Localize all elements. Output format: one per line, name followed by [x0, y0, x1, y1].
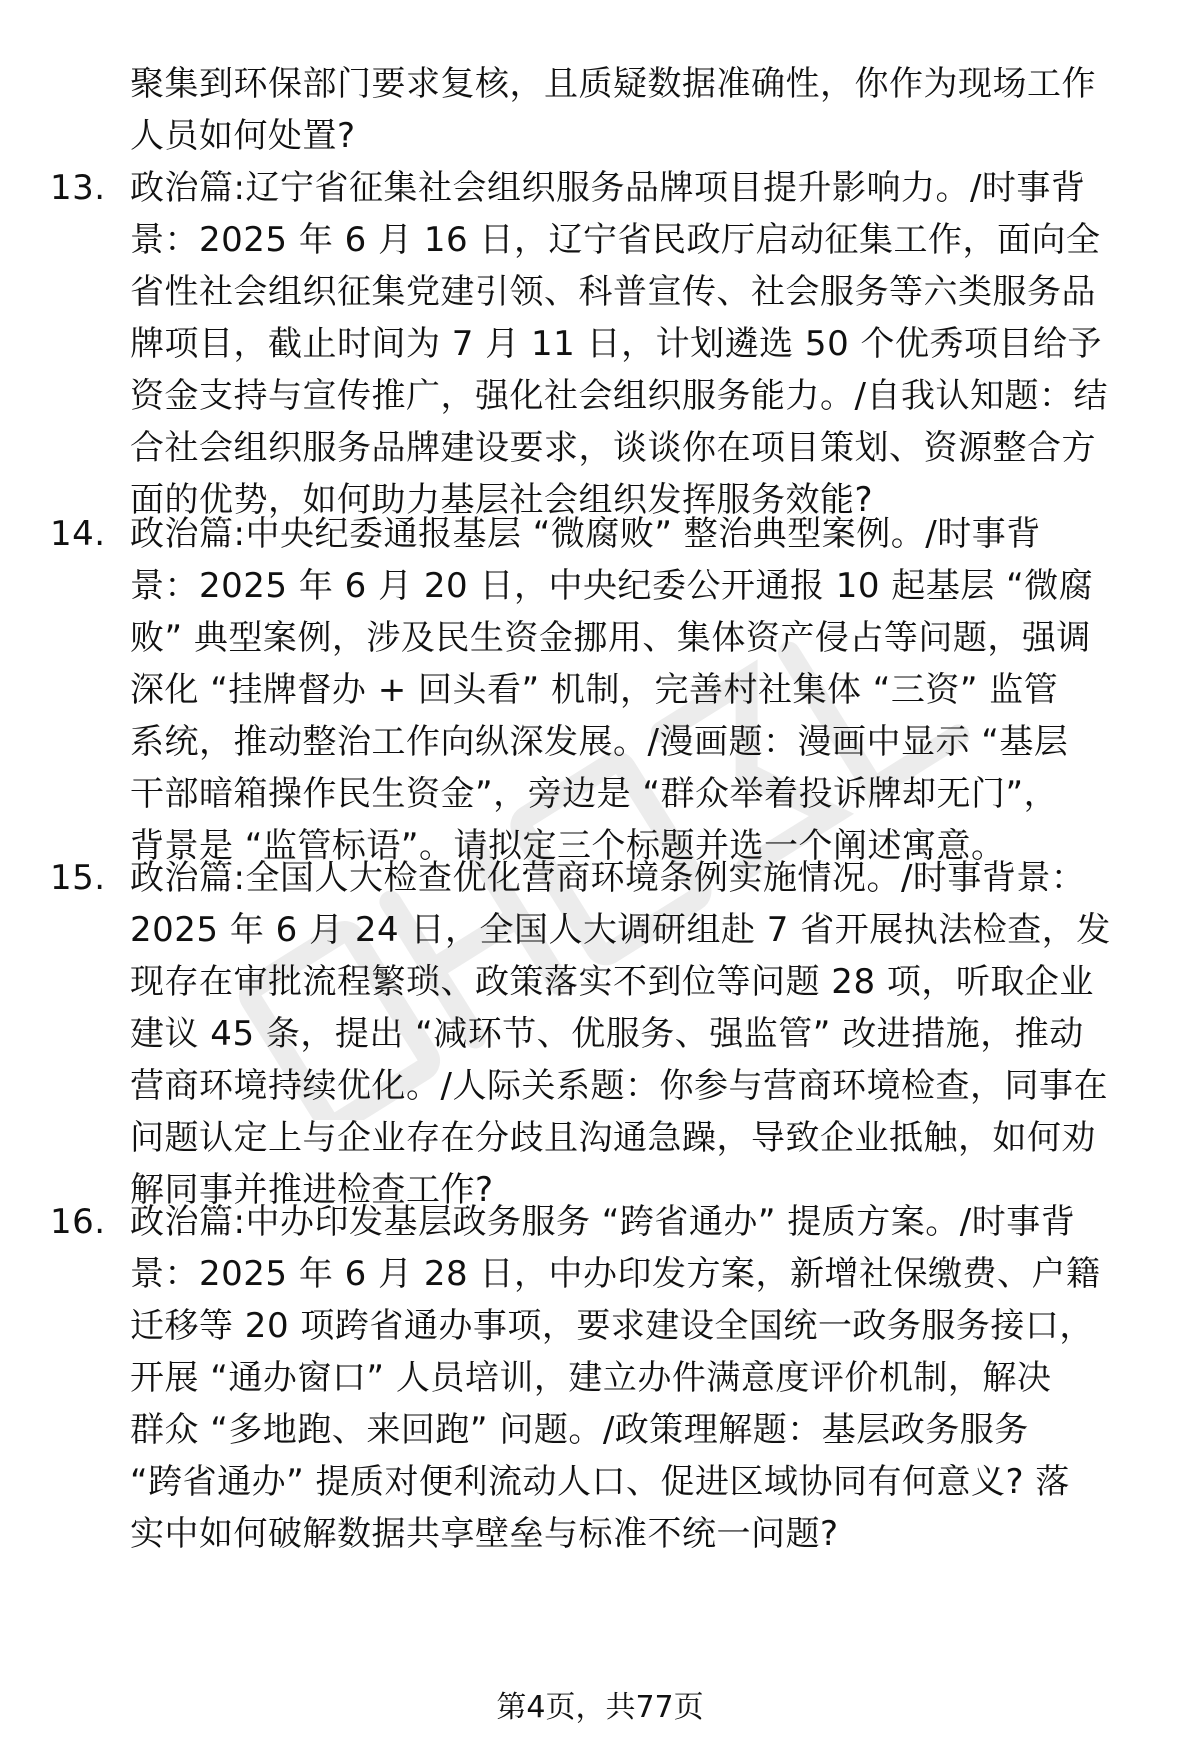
question-text: 政治篇:中办印发基层政务服务 “跨省通办” 提质方案。/时事背 景：2025 年 6 月 28 日，中办印发方案，新增社保缴费、户籍 迁移等 20 项跨省通办事项，要求建设全国统一政务服务接口， 开展 “通办窗口” 人员培训，建立办件满意度评价机制，解决 群众 “多地跑、来回跑” 问题。/政策理解题：基层政务服务 “跨省通办” 提质对便利流动人口、促进区域协同有何意义? 落 实中如何破解数据共享壁垒与标准不统一问题?: [130, 1202, 1101, 1554]
question-text: 政治篇:辽宁省征集社会组织服务品牌项目提升影响力。/时事背 景：2025 年 6 月 16 日，辽宁省民政厅启动征集工作，面向全 省性社会组织征集党建引领、科普宣传、社会服务等六类服务品 牌项目，截止时间为 7 月 11 日，计划遴选 50 个优秀项目给予 资金支持与宣传推广，强化社会组织服务能力。/自我认知题：结 合社会组织服务品牌建设要求，谈谈你在项目策划、资源整合方 面的优势，如何助力基层社会组织发挥服务效能?: [130, 168, 1108, 520]
continued-question-text: 聚集到环保部门要求复核，且质疑数据准确性，你作为现场工作 人员如何处置?: [130, 64, 1096, 156]
question-number: 16.: [50, 1202, 106, 1242]
question-text: 政治篇:中央纪委通报基层 “微腐败” 整治典型案例。/时事背 景：2025 年 6 月 20 日，中央纪委公开通报 10 起基层 “微腐 败” 典型案例，涉及民生资金挪用、集体资产侵占等问题，强调 深化 “挂牌督办 + 回头看” 机制，完善村社集体 “三资” 监管 系统，推动整治工作向纵深发展。/漫画题：漫画中显示 “基层 干部暗箱操作民生资金”，旁边是 “群众举着投诉牌却无门”， 背景是 “监管标语”。请拟定三个标题并选一个阐述寓意。: [130, 514, 1094, 866]
question-number: 13.: [50, 168, 106, 208]
question-number: 15.: [50, 858, 106, 898]
question-text: 政治篇:全国人大检查优化营商环境条例实施情况。/时事背景： 2025 年 6 月 24 日，全国人大调研组赴 7 省开展执法检查，发 现存在审批流程繁琐、政策落实不到位等问题 28 项，听取企业 建议 45 条，提出 “减环节、优服务、强监管” 改进措施，推动 营商环境持续优化。/人际关系题：你参与营商环境检查，同事在 问题认定上与企业存在分歧且沟通急躁，导致企业抵触，如何劝 解同事并推进检查工作?: [130, 858, 1111, 1210]
question-number: 14.: [50, 514, 106, 554]
page-footer: 第4页，共77页: [496, 1690, 704, 1725]
